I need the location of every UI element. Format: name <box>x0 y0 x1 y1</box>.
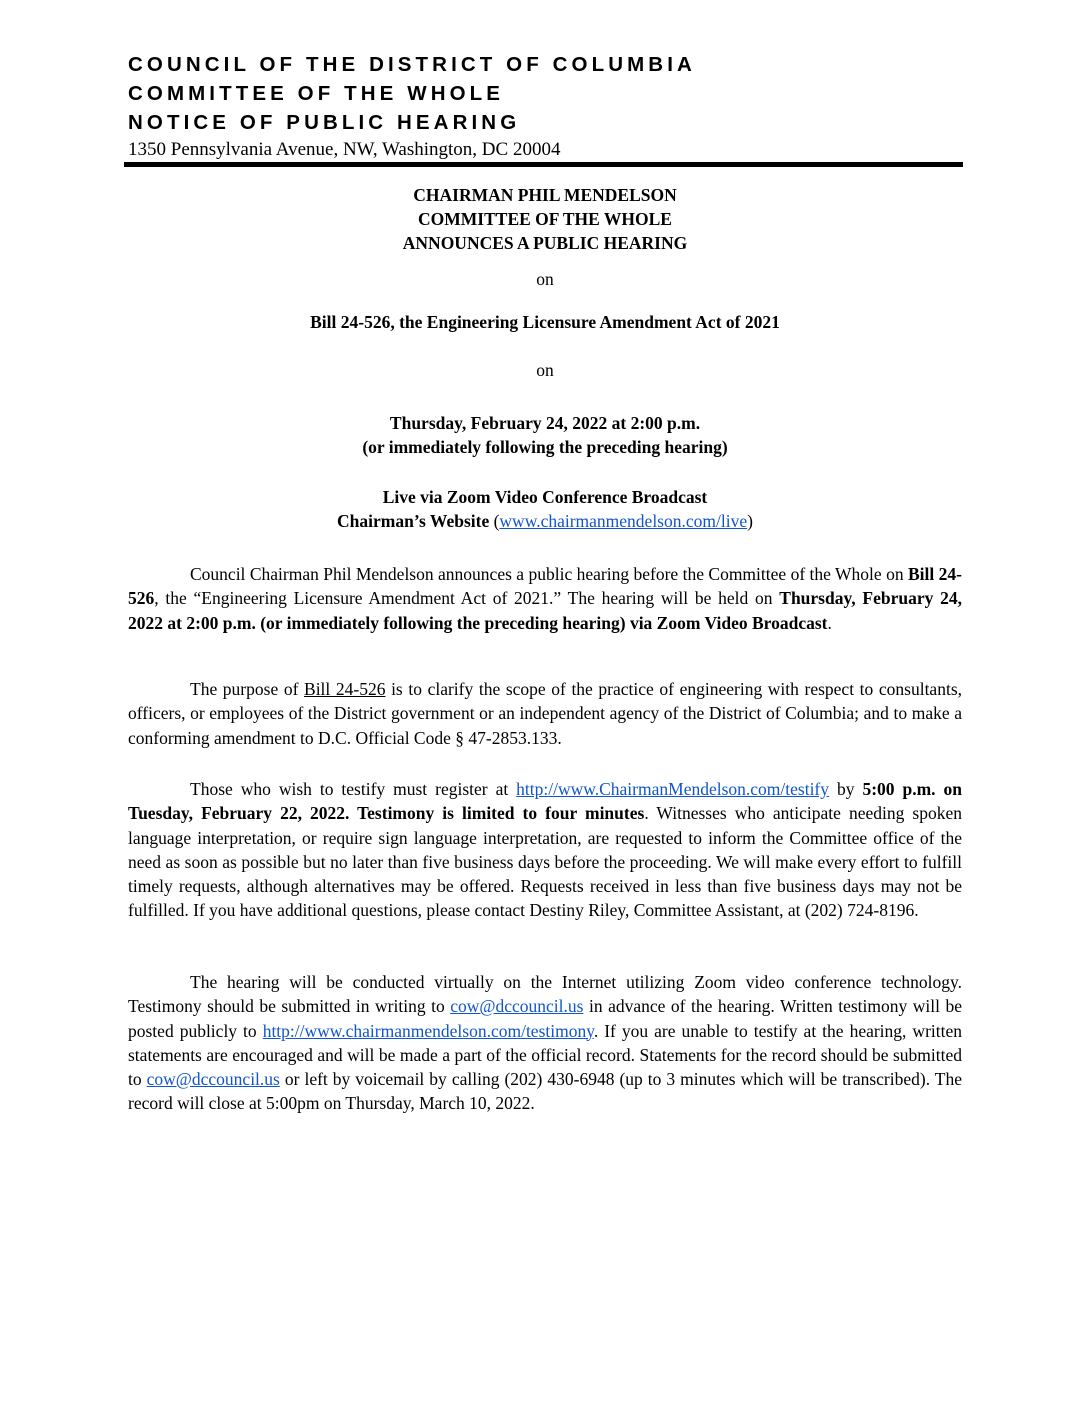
p1-text-3: . <box>827 612 832 633</box>
announcement-hearing: ANNOUNCES A PUBLIC HEARING <box>402 233 688 253</box>
paragraph-purpose <box>128 677 962 750</box>
hearing-date-note: (or immediately following the preceding hearing) <box>362 437 728 457</box>
email-link-2[interactable]: cow@dccouncil.us <box>146 1069 280 1090</box>
letterhead-notice: NOTICE OF PUBLIC HEARING <box>128 111 521 134</box>
website-close-paren: ) <box>747 511 753 531</box>
hearing-date: Thursday, February 24, 2022 at 2:00 p.m. <box>389 413 701 433</box>
p2-text-2: is to clarify the scope of the practice of engineering with respect to consultants, officers, or employees of the District government or an independent agency of the District of Columbia; and to make a conforming amendment to D.C. Official Code § 47-2853.133. <box>128 679 963 748</box>
p4-text-2: in advance of the hearing. Written testimony will be posted publicly to <box>128 996 963 1041</box>
p4-text-3: . If you are unable to testify at the hearing, written statements are encouraged and will be made a part of the official record. Statements for the record should be submitted to <box>128 1020 962 1090</box>
venue-zoom: Live via Zoom Video Conference Broadcast <box>382 487 708 507</box>
letterhead-committee: COMMITTEE OF THE WHOLE <box>128 82 505 105</box>
header-rule <box>124 162 963 167</box>
website-label: Chairman’s Website <box>337 511 490 531</box>
p1-datetime: Thursday, February 24, 2022 at 2:00 p.m. (or immediately following the preceding hearing) via Zoom Video Broadcast <box>128 588 962 633</box>
testimony-link[interactable]: http://www.chairmanmendelson.com/testimony <box>262 1020 594 1041</box>
website-open-paren: ( <box>489 511 500 531</box>
p4-text-4: or left by voicemail by calling (202) 430-6948 (up to 3 minutes which will be transcribed). The record will close at 5:00pm on Thursday, March 10, 2022. <box>128 1069 962 1114</box>
letterhead-council: COUNCIL OF THE DISTRICT OF COLUMBIA <box>128 53 696 76</box>
announcement-committee: COMMITTEE OF THE WHOLE <box>418 209 672 229</box>
venue-website-line <box>128 509 962 533</box>
hearing-venue <box>128 485 962 533</box>
hearing-datetime <box>128 411 962 459</box>
paragraph-announcement <box>128 562 962 635</box>
p3-text-3: . Witnesses who anticipate needing spoken language interpretation, or require sign language interpretation, are requested to inform the Committee office of the need as soon as possible but no later than five business days before the proceeding. We will make every effort to fulfill timely requests, although alternatives may be offered. Requests received in less than five business days may not be fulfilled. If you have additional questions, please contact Destiny Riley, Committee Assistant, at (202) 724-8196. <box>128 803 962 921</box>
paragraph-testify <box>128 777 962 923</box>
p1-text-2: , the “Engineering Licensure Amendment Act of 2021.” The hearing will be held on <box>154 588 780 609</box>
p3-text-2: by <box>829 779 863 799</box>
p1-text-1: Council Chairman Phil Mendelson announces a public hearing before the Committee of the Whole on <box>190 564 908 584</box>
bill-title: Bill 24-526, the Engineering Licensure Amendment Act of 2021 <box>310 312 780 332</box>
announcement-chairman: CHAIRMAN PHIL MENDELSON <box>413 185 677 205</box>
p2-text-1: The purpose of <box>190 679 305 699</box>
on-text-2: on <box>536 360 554 380</box>
paragraph-virtual-hearing <box>128 970 962 1116</box>
letterhead-address: 1350 Pennsylvania Avenue, NW, Washington, DC 20004 <box>128 139 561 160</box>
p2-bill-link[interactable]: Bill 24-526 <box>304 679 386 699</box>
website-link[interactable]: www.chairmanmendelson.com/live <box>499 511 748 531</box>
on-text-1: on <box>536 269 554 289</box>
p3-text-1: Those who wish to testify must register at <box>190 779 517 799</box>
testify-link[interactable]: http://www.ChairmanMendelson.com/testify <box>516 779 830 799</box>
p4-text-1: The hearing will be conducted virtually on the Internet utilizing Zoom video conference technology. Testimony should be submitted in writing to <box>128 972 962 1017</box>
email-link-1[interactable]: cow@dccouncil.us <box>450 996 584 1017</box>
p3-deadline: 5:00 p.m. on Tuesday, February 22, 2022. Testimony is limited to four minutes <box>128 779 962 824</box>
p1-bill: Bill 24-526 <box>128 564 962 609</box>
letterhead <box>128 50 962 162</box>
announcement-heading <box>128 183 962 255</box>
